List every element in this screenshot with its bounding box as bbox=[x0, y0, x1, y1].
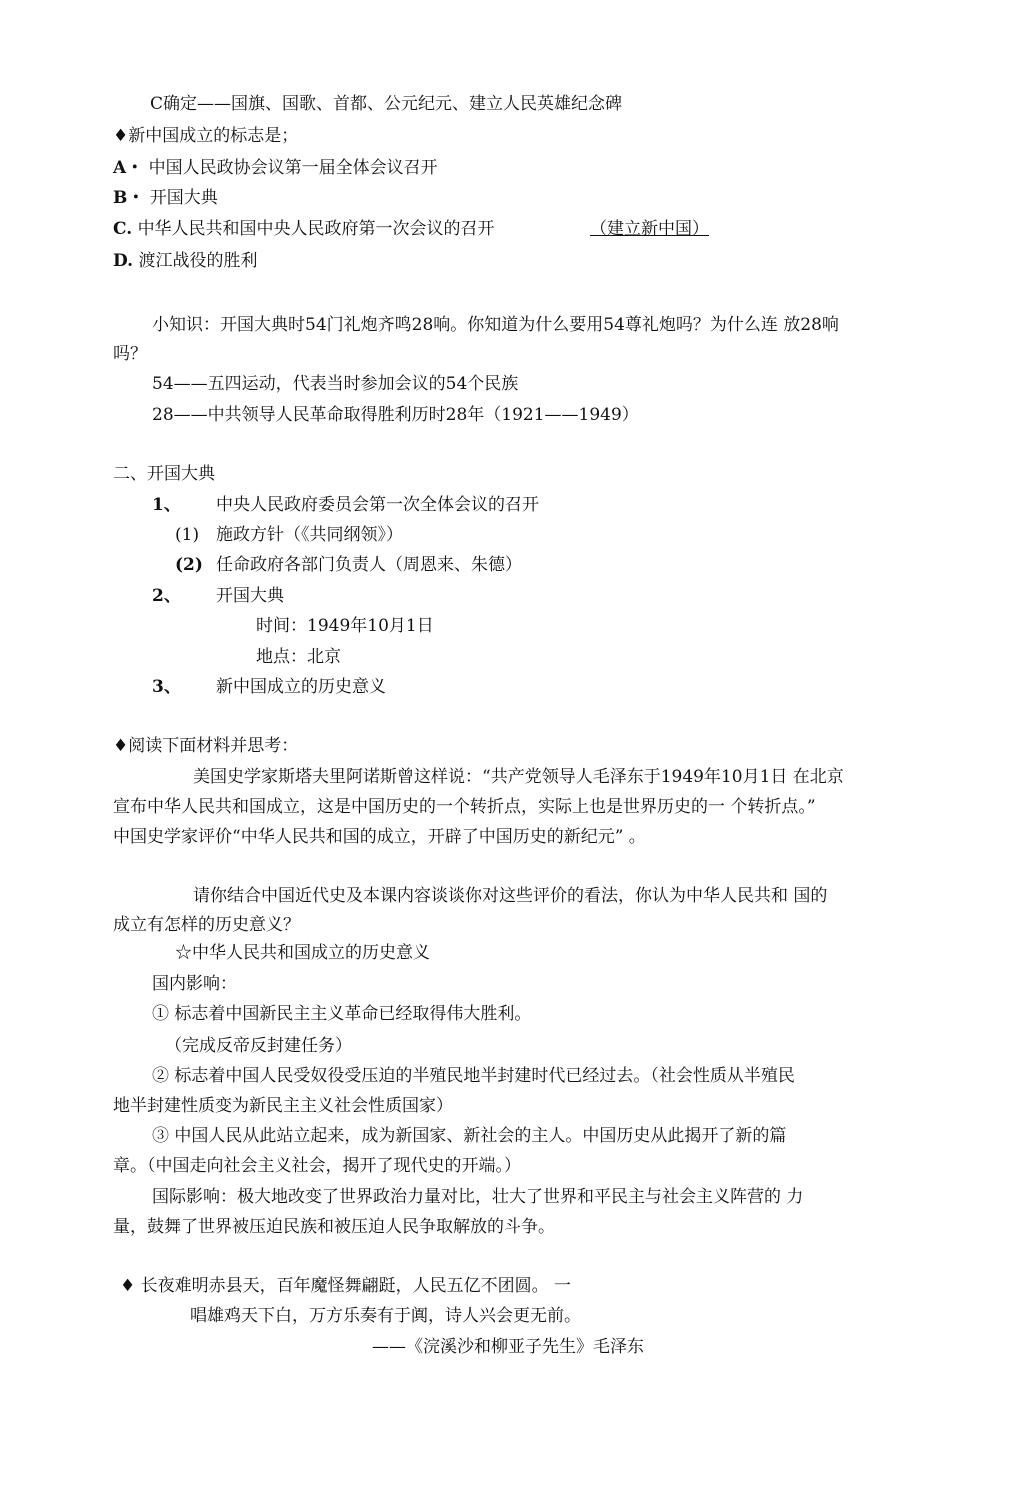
domestic-point-2b: 地半封建性质变为新民主主义社会性质国家） bbox=[113, 1096, 453, 1116]
answer-note: （建立新中国） bbox=[590, 219, 709, 239]
option-c-key: C. bbox=[113, 219, 133, 239]
item3-text: 新中国成立的历史意义 bbox=[216, 677, 386, 697]
item2-text: 开国大典 bbox=[216, 586, 284, 606]
option-b-key: B・ bbox=[113, 188, 145, 208]
item3-num: 3、 bbox=[152, 677, 181, 697]
reading-heading: ♦阅读下面材料并思考： bbox=[113, 736, 299, 756]
option-d-text: 渡江战役的胜利 bbox=[138, 251, 258, 271]
reading-para-2: 宣布中华人民共和国成立，这是中国历史的一个转折点，实际上也是世界历史的一 个转折点。” bbox=[113, 797, 816, 817]
domestic-point-2a: ② 标志着中国人民受奴役受压迫的半殖民地半封建时代已经过去。（社会性质从半殖民 bbox=[152, 1066, 795, 1086]
option-a bbox=[113, 156, 438, 180]
domestic-point-1: ① 标志着中国新民主主义革命已经取得伟大胜利。 bbox=[152, 1004, 532, 1024]
sub1-num: (1) bbox=[175, 525, 200, 545]
poem-line-2: 唱雄鸡天下白，万方乐奏有于阗，诗人兴会更无前。 bbox=[190, 1306, 581, 1326]
tidbit-line-2: 吗？ bbox=[113, 344, 147, 364]
option-d-key: D. bbox=[113, 251, 134, 271]
section2-title: 二、开国大典 bbox=[113, 464, 215, 484]
option-a-text: 中国人民政协会议第一届全体会议召开 bbox=[148, 158, 438, 178]
item1-text: 中央人民政府委员会第一次全体会议的召开 bbox=[216, 495, 539, 515]
international-impact-b: 量，鼓舞了世界被压迫民族和被压迫人民争取解放的斗争。 bbox=[113, 1217, 555, 1237]
domestic-label: 国内影响： bbox=[152, 974, 237, 994]
tidbit-line-4: 28——中共领导人民革命取得胜利历时28年（1921——1949） bbox=[152, 405, 639, 425]
poem-line-1: ♦ 长夜难明赤县天，百年魔怪舞翩跹，人民五亿不团圆。 一 bbox=[120, 1276, 572, 1296]
reading-para-3: 中国史学家评价“中华人民共和国的成立，开辟了中国历史的新纪元” 。 bbox=[113, 827, 646, 847]
line-c-determine: C确定——国旗、国歌、首都、公元纪元、建立人民英雄纪念碑 bbox=[150, 94, 623, 114]
domestic-point-1-note: （完成反帝反封建任务） bbox=[165, 1036, 352, 1056]
tidbit-line-3: 54——五四运动，代表当时参加会议的54个民族 bbox=[152, 374, 519, 394]
tidbit-line-1: 小知识：开国大典时54门礼炮齐鸣28响。你知道为什么要用54尊礼炮吗？为什么连 放28响 bbox=[152, 315, 839, 335]
domestic-point-3b: 章。（中国走向社会主义社会，揭开了现代史的开端。） bbox=[113, 1156, 521, 1176]
domestic-point-3a: ③ 中国人民从此站立起来，成为新国家、新社会的主人。中国历史从此揭开了新的篇 bbox=[152, 1126, 787, 1146]
ceremony-time: 时间：1949年10月1日 bbox=[256, 616, 434, 636]
option-d bbox=[113, 249, 257, 273]
question-line-2: 成立有怎样的历史意义？ bbox=[113, 915, 300, 935]
marker-question-heading: ♦新中国成立的标志是； bbox=[113, 126, 299, 146]
international-impact-a: 国际影响：极大地改变了世界政治力量对比，壮大了世界和平民主与社会主义阵营的 力 bbox=[152, 1187, 804, 1207]
sub2-num: (2) bbox=[175, 555, 203, 575]
sub2-text: 任命政府各部门负责人（周恩来、朱德） bbox=[216, 555, 522, 575]
option-b bbox=[113, 186, 218, 210]
option-b-text: 开国大典 bbox=[149, 188, 218, 208]
sub1-text: 施政方针（《共同纲领》） bbox=[216, 525, 403, 545]
poem-attribution: ——《浣溪沙和柳亚子先生》毛泽东 bbox=[372, 1337, 644, 1357]
reading-para-1: 美国史学家斯塔夫里阿诺斯曾这样说：“共产党领导人毛泽东于1949年10月1日 在北京 bbox=[193, 767, 844, 787]
option-c-text: 中华人民共和国中央人民政府第一次会议的召开 bbox=[137, 219, 495, 239]
item1-num: 1、 bbox=[152, 495, 181, 515]
option-a-key: A・ bbox=[113, 158, 144, 178]
ceremony-place: 地点：北京 bbox=[256, 647, 341, 667]
item2-num: 2、 bbox=[152, 586, 181, 606]
option-c bbox=[113, 217, 495, 241]
significance-title: ☆中华人民共和国成立的历史意义 bbox=[175, 943, 430, 963]
question-line-1: 请你结合中国近代史及本课内容谈谈你对这些评价的看法，你认为中华人民共和 国的 bbox=[193, 886, 828, 906]
